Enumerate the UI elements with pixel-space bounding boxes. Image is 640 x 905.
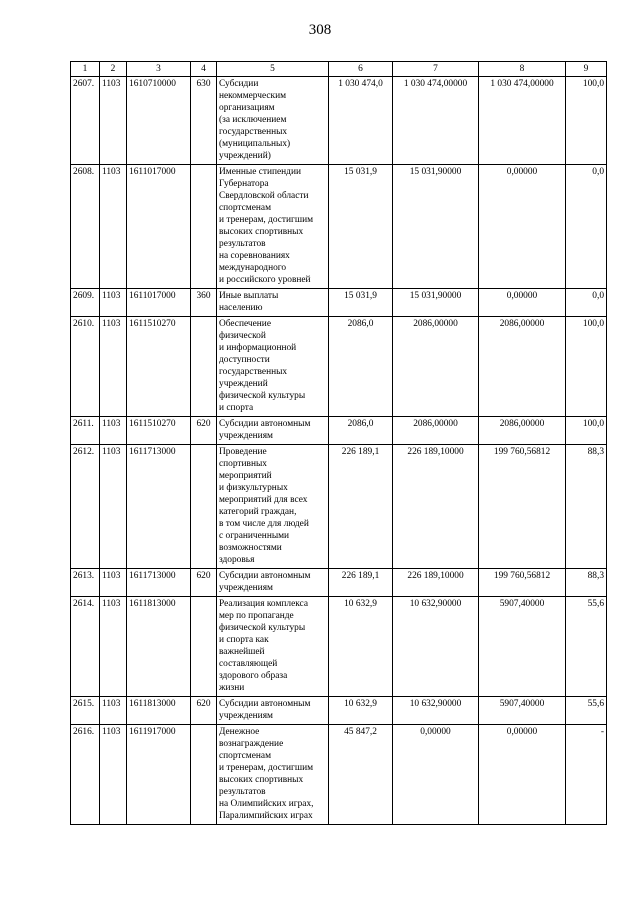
article-code: 1610710000: [127, 77, 191, 165]
planned-amount: 15 031,9: [329, 165, 393, 289]
item-name: Субсидии автономным учреждениям: [217, 569, 329, 597]
planned-amount: 15 031,9: [329, 289, 393, 317]
header-cell-3: 3: [127, 62, 191, 77]
header-cell-5: 5: [217, 62, 329, 77]
planned-amount: 226 189,1: [329, 569, 393, 597]
item-name: Реализация комплекса мер по пропаганде физической культуры и спорта как важнейшей составляющей здорового образа жизни: [217, 597, 329, 697]
section-code: 1103: [100, 445, 127, 569]
section-code: 1103: [100, 697, 127, 725]
table-row: [71, 289, 607, 317]
article-code: 1611510270: [127, 317, 191, 417]
article-code: 1611813000: [127, 697, 191, 725]
section-code: 1103: [100, 289, 127, 317]
execution-percent: -: [566, 725, 607, 825]
table-row: [71, 697, 607, 725]
revised-amount: 0,00000: [393, 725, 479, 825]
execution-percent: 88,3: [566, 445, 607, 569]
revised-amount: 226 189,10000: [393, 569, 479, 597]
expense-type-code: [191, 597, 217, 697]
planned-amount: 1 030 474,0: [329, 77, 393, 165]
item-name: Иные выплаты населению: [217, 289, 329, 317]
execution-percent: 55,6: [566, 597, 607, 697]
revised-amount: 15 031,90000: [393, 165, 479, 289]
row-number: 2607.: [71, 77, 100, 165]
section-code: 1103: [100, 725, 127, 825]
revised-amount: 10 632,90000: [393, 697, 479, 725]
article-code: 1611510270: [127, 417, 191, 445]
row-number: 2614.: [71, 597, 100, 697]
article-code: 1611017000: [127, 165, 191, 289]
expense-type-code: 620: [191, 697, 217, 725]
executed-amount: 0,00000: [479, 725, 566, 825]
expense-type-code: [191, 445, 217, 569]
table-row: [71, 317, 607, 417]
article-code: 1611713000: [127, 445, 191, 569]
table-row: [71, 597, 607, 697]
planned-amount: 226 189,1: [329, 445, 393, 569]
row-number: 2613.: [71, 569, 100, 597]
item-name: Субсидии автономным учреждениям: [217, 417, 329, 445]
header-cell-9: 9: [566, 62, 607, 77]
table-row: [71, 569, 607, 597]
item-name: Субсидии некоммерческим организациям (за исключением государственных (муниципальных) учреждений): [217, 77, 329, 165]
header-cell-1: 1: [71, 62, 100, 77]
expense-type-code: 630: [191, 77, 217, 165]
planned-amount: 10 632,9: [329, 697, 393, 725]
header-cell-4: 4: [191, 62, 217, 77]
table-row: [71, 725, 607, 825]
section-code: 1103: [100, 569, 127, 597]
row-number: 2612.: [71, 445, 100, 569]
execution-percent: 0,0: [566, 165, 607, 289]
item-name: Субсидии автономным учреждениям: [217, 697, 329, 725]
executed-amount: 2086,00000: [479, 417, 566, 445]
table-row: [71, 417, 607, 445]
execution-percent: 100,0: [566, 317, 607, 417]
row-number: 2608.: [71, 165, 100, 289]
execution-percent: 55,6: [566, 697, 607, 725]
section-code: 1103: [100, 417, 127, 445]
execution-percent: 100,0: [566, 417, 607, 445]
section-code: 1103: [100, 77, 127, 165]
row-number: 2615.: [71, 697, 100, 725]
table-row: [71, 165, 607, 289]
article-code: 1611917000: [127, 725, 191, 825]
header-cell-2: 2: [100, 62, 127, 77]
execution-percent: 88,3: [566, 569, 607, 597]
page-number: 308: [308, 22, 332, 38]
revised-amount: 1 030 474,00000: [393, 77, 479, 165]
section-code: 1103: [100, 597, 127, 697]
header-cell-8: 8: [479, 62, 566, 77]
revised-amount: 2086,00000: [393, 317, 479, 417]
row-number: 2609.: [71, 289, 100, 317]
execution-percent: 100,0: [566, 77, 607, 165]
item-name: Проведение спортивных мероприятий и физкультурных мероприятий для всех категорий граждан, в том числе для людей с ограниченными возможностями здоровья: [217, 445, 329, 569]
executed-amount: 2086,00000: [479, 317, 566, 417]
article-code: 1611713000: [127, 569, 191, 597]
executed-amount: 0,00000: [479, 289, 566, 317]
row-number: 2610.: [71, 317, 100, 417]
expense-type-code: 620: [191, 417, 217, 445]
expense-type-code: [191, 165, 217, 289]
planned-amount: 2086,0: [329, 317, 393, 417]
executed-amount: 0,00000: [479, 165, 566, 289]
header-cell-7: 7: [393, 62, 479, 77]
revised-amount: 2086,00000: [393, 417, 479, 445]
expense-type-code: [191, 725, 217, 825]
row-number: 2611.: [71, 417, 100, 445]
planned-amount: 10 632,9: [329, 597, 393, 697]
expense-type-code: [191, 317, 217, 417]
section-code: 1103: [100, 317, 127, 417]
executed-amount: 5907,40000: [479, 597, 566, 697]
table-header-row: [71, 62, 607, 77]
row-number: 2616.: [71, 725, 100, 825]
article-code: 1611017000: [127, 289, 191, 317]
budget-table: [70, 61, 607, 825]
executed-amount: 199 760,56812: [479, 445, 566, 569]
planned-amount: 45 847,2: [329, 725, 393, 825]
revised-amount: 10 632,90000: [393, 597, 479, 697]
table-row: [71, 445, 607, 569]
executed-amount: 199 760,56812: [479, 569, 566, 597]
section-code: 1103: [100, 165, 127, 289]
header-cell-6: 6: [329, 62, 393, 77]
revised-amount: 226 189,10000: [393, 445, 479, 569]
revised-amount: 15 031,90000: [393, 289, 479, 317]
execution-percent: 0,0: [566, 289, 607, 317]
article-code: 1611813000: [127, 597, 191, 697]
planned-amount: 2086,0: [329, 417, 393, 445]
executed-amount: 1 030 474,00000: [479, 77, 566, 165]
expense-type-code: 620: [191, 569, 217, 597]
item-name: Обеспечение физической и информационной доступности государственных учреждений физической культуры и спорта: [217, 317, 329, 417]
item-name: Именные стипендии Губернатора Свердловской области спортсменам и тренерам, достигшим высоких спортивных результатов на соревнованиях международного и российского уровней: [217, 165, 329, 289]
item-name: Денежное вознаграждение спортсменам и тренерам, достигшим высоких спортивных результатов на Олимпийских играх, Паралимпийских играх: [217, 725, 329, 825]
expense-type-code: 360: [191, 289, 217, 317]
executed-amount: 5907,40000: [479, 697, 566, 725]
table-row: [71, 77, 607, 165]
